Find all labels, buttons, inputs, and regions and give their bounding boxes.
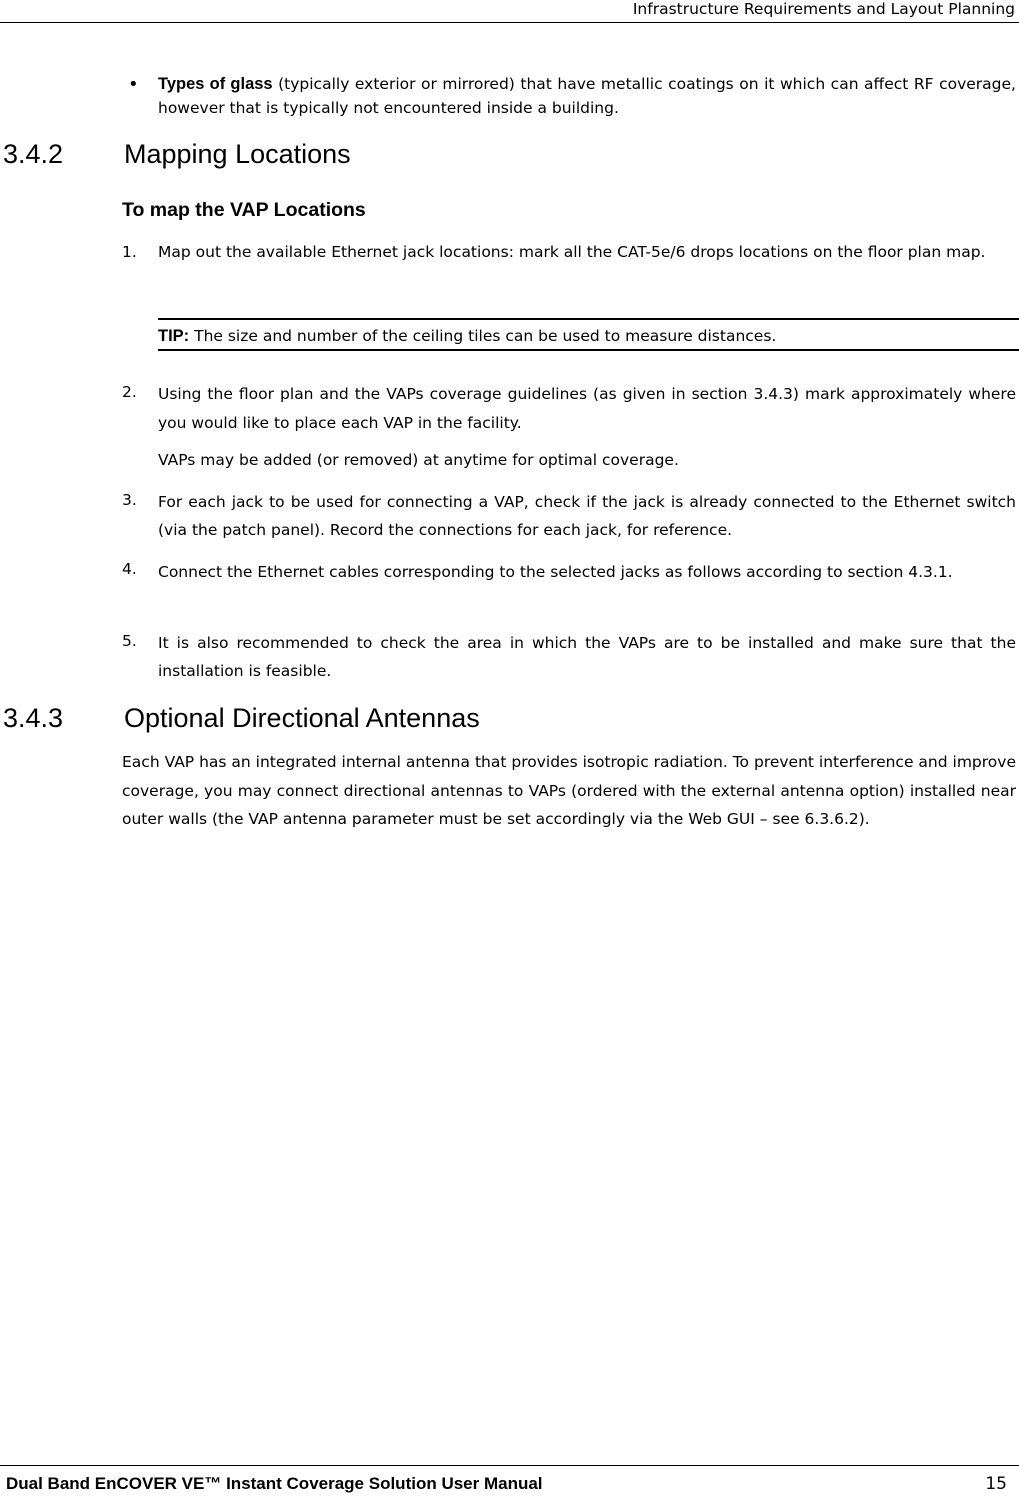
step-number: 3.	[122, 491, 137, 509]
bullet-marker: •	[128, 74, 139, 95]
step-number: 1.	[122, 243, 137, 261]
step-text: Using the floor plan and the VAPs coverage guidelines (as given in section 3.4.3) mark approximately where you would like to place each VAP in the facility.	[158, 385, 1016, 432]
bullet-text: (typically exterior or mirrored) that have metallic coatings on it which can affect RF coverage, however that is typically not encountered inside a building.	[158, 75, 1016, 117]
step-text: For each jack to be used for connecting a VAP, check if the jack is already connected to the Ethernet switch (via the patch panel). Record the connections for each jack, for reference.	[158, 493, 1016, 539]
section-number: 3.4.2	[3, 139, 64, 169]
bullet-item	[158, 72, 1016, 120]
procedure-title: To map the VAP Locations	[122, 199, 366, 221]
tip-note	[158, 325, 776, 347]
tip-text: The size and number of the ceiling tiles can be used to measure distances.	[189, 327, 777, 345]
section-paragraph: Each VAP has an integrated internal antenna that provides isotropic radiation. To prevent interference and improve coverage, you may connect directional antennas to VAPs (ordered with the external antenna option) installed near outer walls (the VAP antenna parameter must be set accordingly via the Web GUI – see 6.3.6.2).	[122, 753, 1016, 828]
tip-box	[158, 318, 1019, 351]
bullet-lead: Types of glass	[158, 75, 273, 93]
step-number: 2.	[122, 383, 137, 401]
step-text: Map out the available Ethernet jack locations: mark all the CAT-5e/6 drops locations on the floor plan map.	[158, 243, 986, 261]
section-title: Optional Directional Antennas	[124, 703, 480, 733]
step-text: It is also recommended to check the area in which the VAPs are to be installed and make sure that the installation is feasible.	[158, 634, 1016, 680]
section-number: 3.4.3	[3, 703, 64, 733]
running-header: Infrastructure Requirements and Layout Planning	[632, 0, 1015, 18]
section-heading-343	[3, 702, 480, 734]
step-text: Connect the Ethernet cables corresponding to the selected jacks as follows according to section 4.3.1.	[158, 563, 953, 581]
page-number: 15	[985, 1474, 1007, 1494]
tip-label: TIP:	[158, 327, 190, 345]
step-number: 4.	[122, 560, 137, 578]
step-note: VAPs may be added (or removed) at anytime for optimal coverage.	[158, 451, 679, 469]
page-footer	[0, 1465, 1019, 1496]
section-heading-342	[3, 138, 351, 170]
manual-title: Dual Band EnCOVER VE™ Instant Coverage Solution User Manual	[6, 1474, 543, 1493]
section-title: Mapping Locations	[124, 139, 351, 169]
page-header	[0, 0, 1019, 23]
step-number: 5.	[122, 632, 137, 650]
